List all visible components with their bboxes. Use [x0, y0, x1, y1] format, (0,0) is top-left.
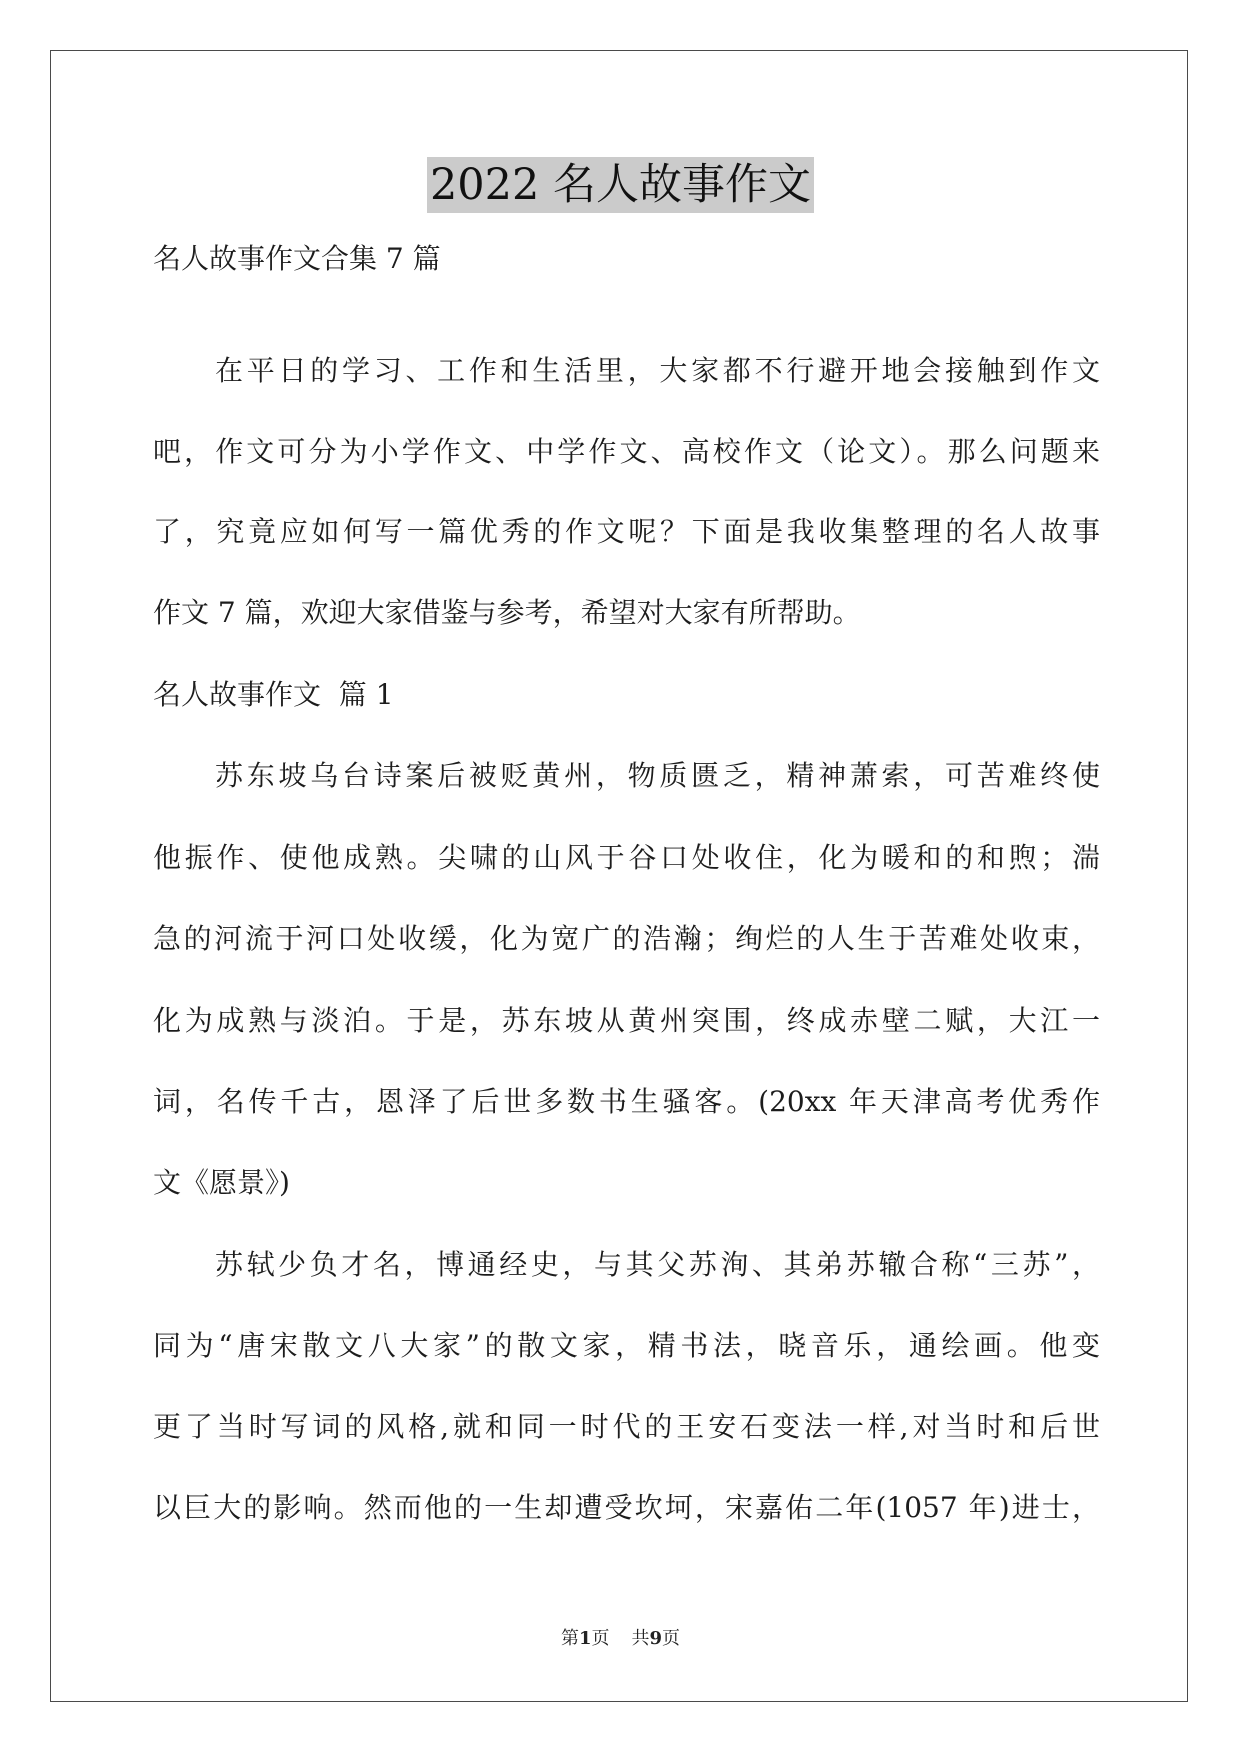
document-title: 2022 名人故事作文: [427, 157, 814, 213]
paragraph-line: 急的河流于河口处收缓，化为宽广的浩瀚；绚烂的人生于苦难处收束，: [153, 922, 1100, 955]
intro-line: 吧，作文可分为小学作文、中学作文、高校作文（论文）。那么问题来: [153, 435, 1100, 468]
current-page-number: 1: [578, 1628, 592, 1649]
paragraph-line: 他振作、使他成熟。尖啸的山风于谷口处收住，化为暖和的和煦；湍: [153, 841, 1100, 874]
intro-line: 在平日的学习、工作和生活里，大家都不行避开地会接触到作文: [215, 354, 1100, 387]
paragraph-line: 词，名传千古，恩泽了后世多数书生骚客。(20xx 年天津高考优秀作: [153, 1085, 1100, 1118]
footer-total-suffix: 页: [662, 1628, 681, 1649]
intro-line: 了，究竟应如何写一篇优秀的作文呢？下面是我收集整理的名人故事: [153, 515, 1100, 548]
collection-heading: 名人故事作文合集 7 篇: [153, 242, 441, 275]
section-heading: 名人故事作文 篇 1: [153, 678, 394, 711]
paragraph-line: 苏轼少负才名，博通经史，与其父苏洵、其弟苏辙合称“三苏”，: [215, 1248, 1100, 1281]
footer-current-prefix: 第: [560, 1628, 579, 1649]
intro-line: 作文 7 篇，欢迎大家借鉴与参考，希望对大家有所帮助。: [153, 596, 861, 629]
page-footer: [0, 1626, 1241, 1652]
paragraph-line: 苏东坡乌台诗案后被贬黄州，物质匮乏，精神萧索，可苦难终使: [215, 759, 1100, 792]
total-pages-number: 9: [649, 1628, 663, 1649]
paragraph-line: 文《愿景》): [153, 1166, 290, 1199]
paragraph-line: 同为“唐宋散文八大家”的散文家，精书法，晓音乐，通绘画。他变: [153, 1329, 1100, 1362]
title-container: [0, 157, 1241, 213]
footer-current-suffix: 页: [591, 1628, 610, 1649]
paragraph-line: 化为成熟与淡泊。于是，苏东坡从黄州突围，终成赤壁二赋，大江一: [153, 1004, 1100, 1037]
paragraph-line: 以巨大的影响。然而他的一生却遭受坎坷，宋嘉佑二年(1057 年)进士，: [153, 1491, 1100, 1524]
footer-total-prefix: 共: [631, 1628, 650, 1649]
paragraph-line: 更了当时写词的风格,就和同一时代的王安石变法一样,对当时和后世: [153, 1410, 1100, 1443]
